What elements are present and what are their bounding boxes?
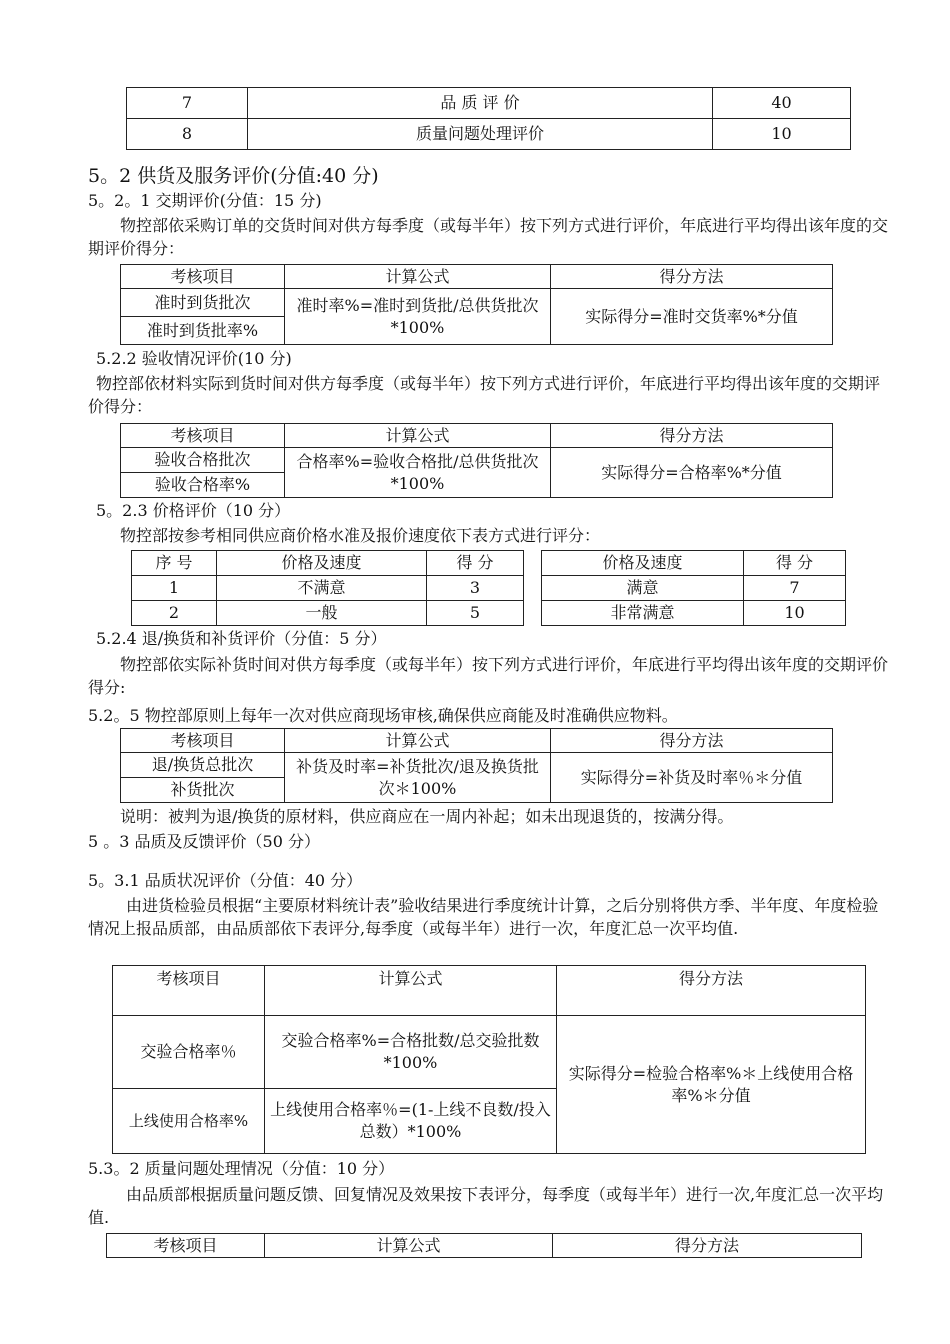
acceptance-table (120, 423, 833, 498)
formula-cell: 交验合格率%=合格批数/总交验批数*100% (265, 1016, 557, 1089)
table-row (121, 289, 833, 317)
section-5-2-5-title: 5.2。5 物控部原则上每年一次对供应商现场审核,确保供应商能及时准确供应物料。 (88, 706, 678, 725)
price-table (131, 550, 846, 626)
gap-cell (524, 551, 542, 626)
section-5-2-5-note: 说明：被判为退/换货的原材料，供应商应在一周内补起；如未出现退货的，按满分得。 (120, 807, 734, 826)
table-row (121, 753, 833, 778)
header-cell: 得 分 (427, 551, 524, 576)
cell: 非常满意 (542, 601, 744, 626)
cell: 一般 (217, 601, 427, 626)
section-5-3-2-title: 5.3。2 质量问题处理情况（分值：10 分） (88, 1159, 395, 1178)
issue-handling-table (106, 1233, 862, 1258)
section-5-2-2-paragraph: 物控部依材料实际到货时间对供方每季度（或每半年）按下列方式进行评价，年底进行平均得出该年度的交期评价得分： (88, 374, 881, 416)
table-row (132, 601, 846, 626)
row-score: 40 (713, 88, 851, 119)
header-cell: 得分方法 (551, 729, 833, 753)
section-5-2-2-title: 5.2.2 验收情况评价(10 分) (96, 349, 292, 368)
delivery-table (120, 264, 833, 345)
table-row (127, 119, 851, 150)
header-cell: 得分方法 (557, 966, 866, 1016)
section-5-2-1-title: 5。2。1 交期评价(分值：15 分) (88, 191, 322, 210)
header-cell: 考核项目 (113, 966, 265, 1016)
section-5-2-4-title: 5.2.4 退/换货和补货评价（分值：5 分） (96, 629, 387, 648)
item-cell: 验收合格率% (121, 473, 285, 498)
row-number: 8 (127, 119, 248, 150)
header-cell: 得分方法 (551, 265, 833, 289)
table-header-row (121, 265, 833, 289)
table-row (132, 576, 846, 601)
header-cell: 得分方法 (553, 1234, 862, 1258)
cell: 10 (744, 601, 846, 626)
section-5-2-4-paragraph: 物控部依实际补货时间对供方每季度（或每半年）按下列方式进行评价，年底进行平均得出该年度的交期评价得分: (88, 655, 889, 697)
return-table (120, 728, 833, 803)
quality-table (112, 965, 866, 1154)
row-item: 质量问题处理评价 (248, 119, 713, 150)
section-5-3-title: 5 。3 品质及反馈评价（50 分） (88, 832, 320, 851)
row-number: 7 (127, 88, 248, 119)
item-cell: 补货批次 (121, 778, 285, 803)
item-cell: 交验合格率％ (113, 1016, 265, 1089)
method-cell: 实际得分=合格率%*分值 (551, 448, 833, 498)
method-cell: 实际得分=检验合格率%＊上线使用合格率%＊分值 (557, 1016, 866, 1154)
header-cell: 计算公式 (265, 1234, 553, 1258)
formula-cell: 合格率%=验收合格批/总供货批次*100% (285, 448, 551, 498)
header-cell: 价格及速度 (542, 551, 744, 576)
header-cell: 得 分 (744, 551, 846, 576)
method-cell: 实际得分=补货及时率％＊分值 (551, 753, 833, 803)
header-cell: 计算公式 (285, 729, 551, 753)
item-cell: 验收合格批次 (121, 448, 285, 473)
cell: 1 (132, 576, 217, 601)
item-cell: 准时到货批率% (121, 317, 285, 345)
section-5-3-1-title: 5。3.1 品质状况评价（分值：40 分） (88, 871, 363, 890)
cell: 不满意 (217, 576, 427, 601)
formula-cell: 上线使用合格率％=(1-上线不良数/投入总数）*100% (265, 1089, 557, 1154)
table-header-row (113, 966, 866, 1016)
header-cell: 序 号 (132, 551, 217, 576)
summary-table (126, 87, 851, 150)
header-cell: 考核项目 (121, 265, 285, 289)
header-cell: 得分方法 (551, 424, 833, 448)
section-5-2-3-paragraph: 物控部按参考相同供应商价格水准及报价速度依下表方式进行评分： (120, 526, 601, 545)
formula-cell: 准时率%=准时到货批/总供货批次*100% (285, 289, 551, 345)
table-header-row (121, 424, 833, 448)
section-5-2-1-paragraph: 物控部依采购订单的交货时间对供方每季度（或每半年）按下列方式进行评价，年底进行平均得出该年度的交期评价得分： (88, 216, 889, 258)
method-cell: 实际得分=准时交货率%*分值 (551, 289, 833, 345)
cell: 7 (744, 576, 846, 601)
formula-cell: 补货及时率=补货批次/退及换货批次＊100% (285, 753, 551, 803)
table-header-row (132, 551, 846, 576)
cell: 2 (132, 601, 217, 626)
item-cell: 上线使用合格率% (113, 1089, 265, 1154)
cell: 5 (427, 601, 524, 626)
cell: 3 (427, 576, 524, 601)
section-5-3-1-paragraph: 由进货检验员根据“主要原材料统计表”验收结果进行季度统计计算，之后分别将供方季、半年度、年度检验情况上报品质部，由品质部依下表评分,每季度（或每半年）进行一次，年度汇总一次平均值. (88, 896, 879, 938)
table-header-row (121, 729, 833, 753)
row-score: 10 (713, 119, 851, 150)
section-5-2-3-title: 5。2.3 价格评价（10 分） (96, 501, 291, 520)
header-cell: 考核项目 (107, 1234, 265, 1258)
section-5-3-2-paragraph: 由品质部根据质量问题反馈、回复情况及效果按下表评分，每季度（或每半年）进行一次,年度汇总一次平均值. (88, 1185, 884, 1227)
row-item: 品 质 评 价 (248, 88, 713, 119)
header-cell: 考核项目 (121, 424, 285, 448)
cell: 满意 (542, 576, 744, 601)
table-row (121, 448, 833, 473)
header-cell: 考核项目 (121, 729, 285, 753)
table-header-row (107, 1234, 862, 1258)
header-cell: 价格及速度 (217, 551, 427, 576)
header-cell: 计算公式 (265, 966, 557, 1016)
header-cell: 计算公式 (285, 265, 551, 289)
item-cell: 退/换货总批次 (121, 753, 285, 778)
item-cell: 准时到货批次 (121, 289, 285, 317)
section-5-2-title: 5。2 供货及服务评价(分值:40 分) (88, 165, 379, 187)
table-row (127, 88, 851, 119)
table-row (113, 1016, 866, 1089)
header-cell: 计算公式 (285, 424, 551, 448)
